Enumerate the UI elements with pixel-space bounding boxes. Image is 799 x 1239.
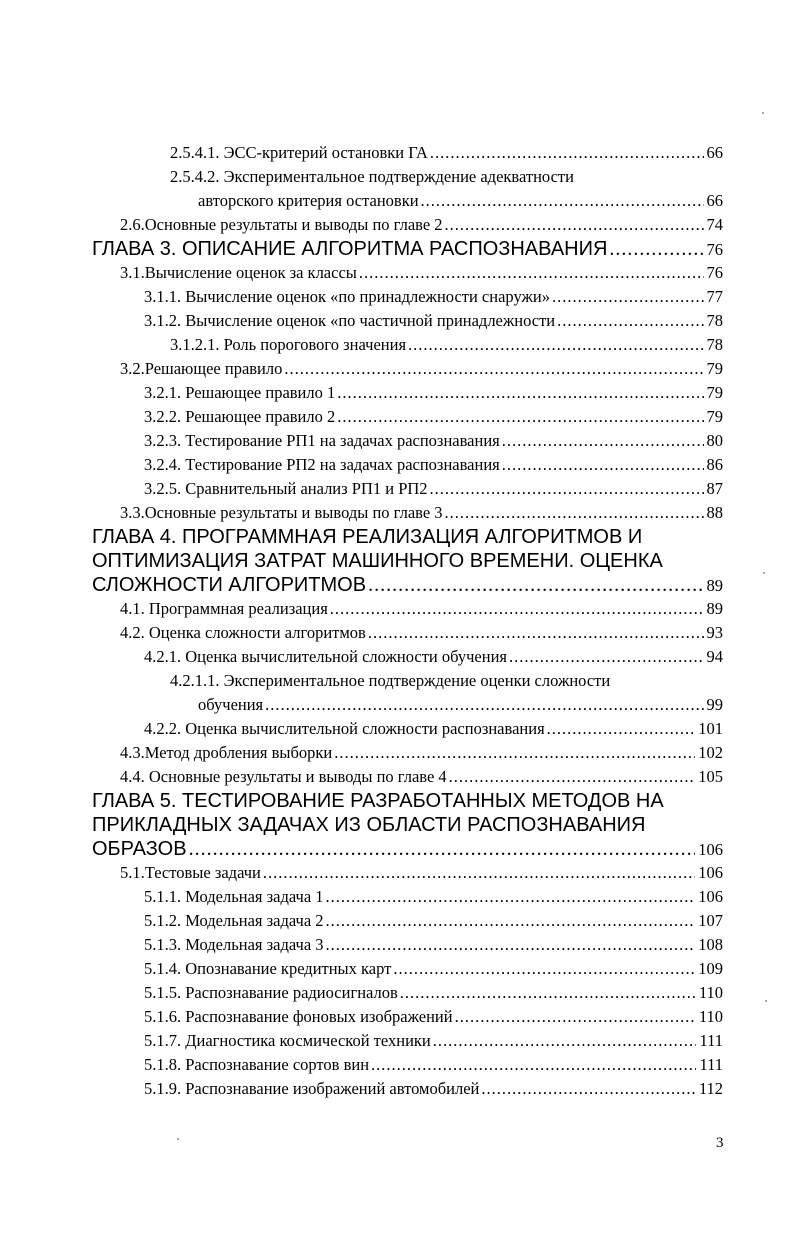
toc-entry-title: ОБРАЗОВ	[92, 838, 187, 860]
toc-entry-title: 5.1.5. Распознавание радиосигналов	[144, 983, 398, 1002]
table-of-contents	[92, 141, 723, 1101]
dot-leader	[430, 141, 704, 165]
toc-entry-page: 109	[698, 959, 723, 978]
toc-entry-page: 76	[706, 240, 723, 259]
scan-speck	[765, 1000, 767, 1002]
toc-entry-title: 5.1.6. Распознавание фоновых изображений	[144, 1007, 453, 1026]
toc-entry-page: 106	[698, 840, 723, 859]
dot-leader	[430, 477, 704, 501]
dot-leader	[265, 693, 703, 717]
dot-leader	[609, 237, 703, 261]
page-number: 3	[716, 1135, 724, 1151]
toc-entry-title: 3.1.Вычисление оценок за классы	[120, 263, 357, 282]
toc-entry-page: 89	[706, 599, 723, 618]
toc-entry-page: 79	[706, 407, 723, 426]
toc-entry-title: 4.2.1.1. Экспериментальное подтверждение оценки сложности	[170, 671, 611, 690]
toc-entry-page: 111	[699, 1031, 723, 1050]
dot-leader	[557, 309, 703, 333]
dot-leader	[334, 741, 695, 765]
scan-speck	[763, 572, 765, 574]
toc-entry-page: 110	[698, 983, 723, 1002]
toc-entry-title: 5.1.Тестовые задачи	[120, 863, 261, 882]
toc-entry-page: 74	[706, 215, 723, 234]
toc-entry	[92, 477, 723, 501]
toc-entry	[92, 957, 723, 981]
toc-entry	[92, 165, 723, 189]
toc-entry-page: 79	[706, 359, 723, 378]
toc-entry-page: 107	[698, 911, 723, 930]
toc-entry	[92, 237, 723, 261]
dot-leader	[400, 981, 696, 1005]
toc-entry	[92, 621, 723, 645]
dot-leader	[330, 597, 704, 621]
toc-entry-title: авторского критерия остановки	[198, 191, 419, 210]
scan-speck	[762, 112, 764, 114]
toc-entry	[92, 141, 723, 165]
dot-leader	[393, 957, 695, 981]
toc-entry	[92, 669, 723, 693]
toc-entry-title: 3.2.1. Решающее правило 1	[144, 383, 336, 402]
toc-entry	[92, 837, 723, 861]
toc-entry	[92, 717, 723, 741]
toc-entry-title: 4.2. Оценка сложности алгоритмов	[120, 623, 366, 642]
toc-entry-title: 3.1.2.1. Роль порогового значения	[170, 335, 407, 354]
toc-entry	[92, 597, 723, 621]
toc-entry	[92, 525, 723, 549]
toc-entry	[92, 645, 723, 669]
dot-leader	[359, 261, 704, 285]
toc-entry-title: 2.6.Основные результаты и выводы по главе 2	[120, 215, 443, 234]
dot-leader	[326, 933, 696, 957]
toc-entry-title: ОПТИМИЗАЦИЯ ЗАТРАТ МАШИННОГО ВРЕМЕНИ. ОЦЕНКА	[92, 550, 663, 572]
toc-entry	[92, 501, 723, 525]
toc-entry-title: 3.3.Основные результаты и выводы по главе 3	[120, 503, 443, 522]
toc-entry-title: 2.5.4.2. Экспериментальное подтверждение адекватности	[170, 167, 574, 186]
toc-entry	[92, 789, 723, 813]
dot-leader	[502, 453, 704, 477]
dot-leader	[263, 861, 695, 885]
toc-entry-title: 3.2.2. Решающее правило 2	[144, 407, 336, 426]
toc-entry	[92, 213, 723, 237]
toc-entry	[92, 885, 723, 909]
toc-entry-page: 94	[706, 647, 723, 666]
toc-entry	[92, 861, 723, 885]
toc-entry	[92, 1053, 723, 1077]
toc-entry-page: 77	[706, 287, 723, 306]
toc-entry-title: 4.4. Основные результаты и выводы по главе 4	[120, 767, 447, 786]
toc-entry-title: 5.1.3. Модельная задача 3	[144, 935, 324, 954]
dot-leader	[433, 1029, 697, 1053]
toc-entry-page: 86	[706, 455, 723, 474]
toc-entry-page: 93	[706, 623, 723, 642]
toc-entry-title: 3.1.2. Вычисление оценок «по частичной принадлежности	[144, 311, 556, 330]
toc-entry-title: обучения	[198, 695, 264, 714]
dot-leader	[326, 885, 696, 909]
dot-leader	[408, 333, 703, 357]
toc-entry-title: 3.2.Решающее правило	[120, 359, 283, 378]
toc-entry-page: 99	[706, 695, 723, 714]
toc-entry-title: ГЛАВА 3. ОПИСАНИЕ АЛГОРИТМА РАСПОЗНАВАНИЯ	[92, 238, 608, 260]
dot-leader	[481, 1077, 696, 1101]
toc-entry-title: 3.1.1. Вычисление оценок «по принадлежности снаружи»	[144, 287, 550, 306]
toc-entry-page: 78	[706, 335, 723, 354]
toc-entry-title: ПРИКЛАДНЫХ ЗАДАЧАХ ИЗ ОБЛАСТИ РАСПОЗНАВАНИЯ	[92, 814, 646, 836]
dot-leader	[326, 909, 696, 933]
toc-entry	[92, 549, 723, 573]
toc-entry-title: 4.1. Программная реализация	[120, 599, 328, 618]
toc-entry-page: 112	[698, 1079, 723, 1098]
scan-speck	[177, 1138, 179, 1140]
toc-entry	[92, 1029, 723, 1053]
toc-entry-page: 66	[706, 191, 723, 210]
toc-entry	[92, 813, 723, 837]
toc-entry-page: 108	[698, 935, 723, 954]
toc-entry	[92, 693, 723, 717]
toc-entry-title: 5.1.2. Модельная задача 2	[144, 911, 324, 930]
toc-entry-title: ГЛАВА 5. ТЕСТИРОВАНИЕ РАЗРАБОТАННЫХ МЕТОДОВ НА	[92, 790, 664, 812]
toc-entry-title: ГЛАВА 4. ПРОГРАММНАЯ РЕАЛИЗАЦИЯ АЛГОРИТМОВ И	[92, 526, 643, 548]
toc-entry-title: 5.1.9. Распознавание изображений автомобилей	[144, 1079, 480, 1098]
toc-entry	[92, 309, 723, 333]
toc-entry	[92, 357, 723, 381]
toc-entry-page: 110	[698, 1007, 723, 1026]
toc-entry-page: 87	[706, 479, 723, 498]
dot-leader	[189, 837, 696, 861]
toc-entry-title: 3.2.3. Тестирование РП1 на задачах распознавания	[144, 431, 500, 450]
dot-leader	[455, 1005, 696, 1029]
dot-leader	[337, 381, 703, 405]
toc-entry-page: 111	[699, 1055, 723, 1074]
dot-leader	[284, 357, 703, 381]
toc-entry	[92, 261, 723, 285]
toc-entry-page: 106	[698, 887, 723, 906]
toc-entry-page: 79	[706, 383, 723, 402]
toc-entry	[92, 285, 723, 309]
toc-entry-page: 102	[698, 743, 723, 762]
toc-entry-page: 89	[706, 576, 723, 595]
toc-entry	[92, 909, 723, 933]
dot-leader	[368, 621, 704, 645]
toc-entry	[92, 453, 723, 477]
toc-entry	[92, 429, 723, 453]
toc-entry	[92, 933, 723, 957]
toc-entry-page: 88	[706, 503, 723, 522]
toc-entry	[92, 981, 723, 1005]
toc-entry	[92, 381, 723, 405]
dot-leader	[337, 405, 703, 429]
toc-entry-page: 105	[698, 767, 723, 786]
toc-entry	[92, 1077, 723, 1101]
toc-entry-page: 80	[706, 431, 723, 450]
toc-entry-title: 5.1.8. Распознавание сортов вин	[144, 1055, 370, 1074]
toc-entry	[92, 1005, 723, 1029]
dot-leader	[368, 573, 703, 597]
toc-entry-title: 5.1.7. Диагностика космической техники	[144, 1031, 431, 1050]
toc-entry-page: 106	[698, 863, 723, 882]
dot-leader	[445, 501, 704, 525]
dot-leader	[371, 1053, 696, 1077]
toc-entry-title: 4.3.Метод дробления выборки	[120, 743, 333, 762]
toc-entry-title: 4.2.1. Оценка вычислительной сложности обучения	[144, 647, 507, 666]
toc-entry	[92, 741, 723, 765]
dot-leader	[552, 285, 704, 309]
toc-entry-page: 78	[706, 311, 723, 330]
toc-entry	[92, 765, 723, 789]
dot-leader	[502, 429, 704, 453]
dot-leader	[547, 717, 696, 741]
toc-entry	[92, 333, 723, 357]
toc-entry-title: СЛОЖНОСТИ АЛГОРИТМОВ	[92, 574, 367, 596]
dot-leader	[445, 213, 704, 237]
toc-entry-title: 5.1.1. Модельная задача 1	[144, 887, 324, 906]
toc-entry-title: 5.1.4. Опознавание кредитных карт	[144, 959, 392, 978]
toc-entry-title: 3.2.4. Тестирование РП2 на задачах распознавания	[144, 455, 500, 474]
toc-entry-page: 66	[706, 143, 723, 162]
dot-leader	[449, 765, 696, 789]
toc-entry	[92, 405, 723, 429]
toc-entry	[92, 189, 723, 213]
toc-entry-page: 101	[698, 719, 723, 738]
dot-leader	[509, 645, 704, 669]
toc-entry-title: 3.2.5. Сравнительный анализ РП1 и РП2	[144, 479, 428, 498]
toc-entry-page: 76	[706, 263, 723, 282]
toc-entry	[92, 573, 723, 597]
toc-entry-title: 4.2.2. Оценка вычислительной сложности распознавания	[144, 719, 545, 738]
dot-leader	[421, 189, 704, 213]
toc-entry-title: 2.5.4.1. ЭСС-критерий остановки ГА	[170, 143, 428, 162]
